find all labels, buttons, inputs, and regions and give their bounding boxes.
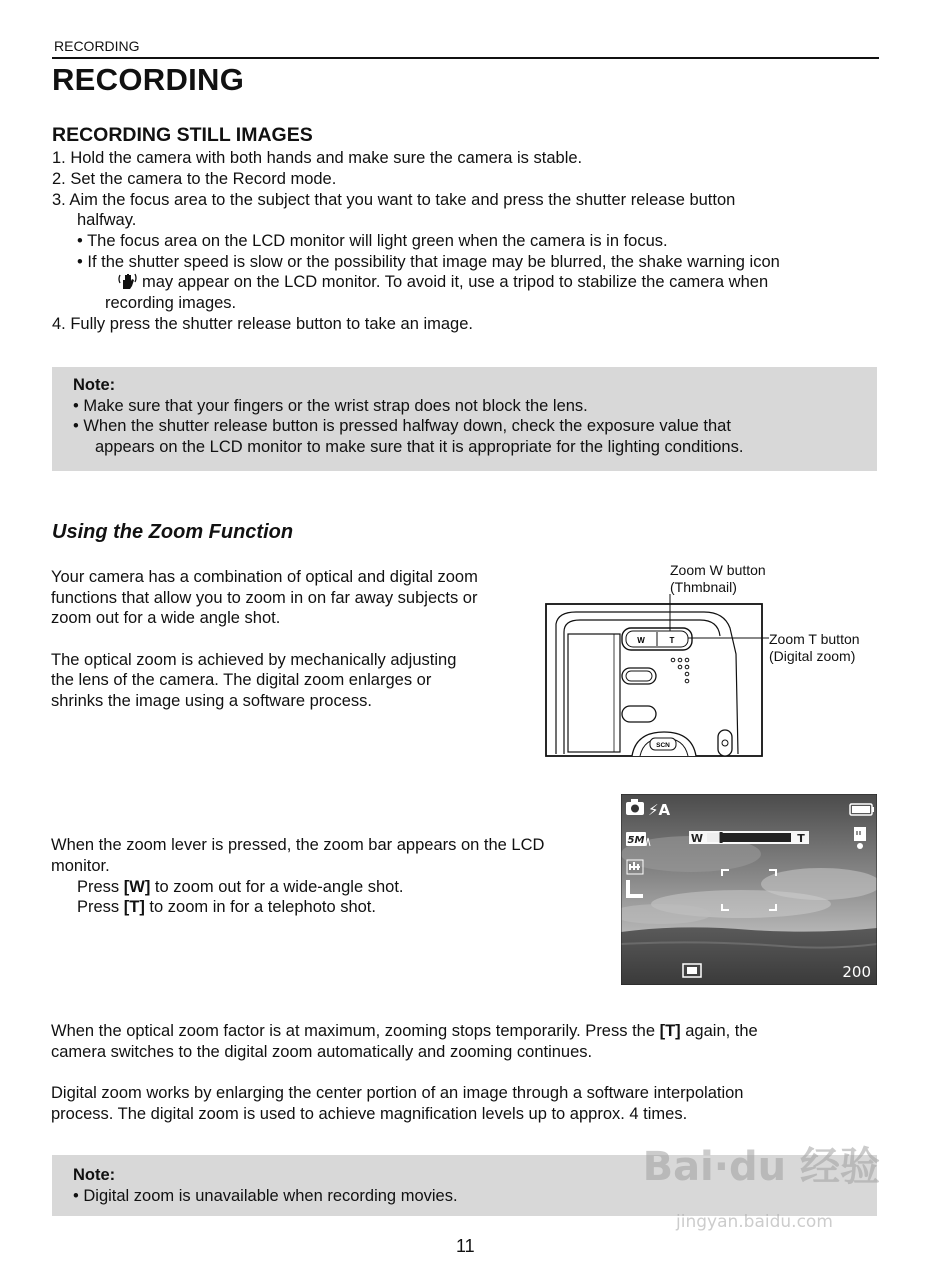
digital-zoom-line: Digital zoom works by enlarging the center portion of an image through a software interpolation	[51, 1084, 744, 1102]
digital-zoom-line: process. The digital zoom is used to achieve magnification levels up to approx. 4 times.	[51, 1105, 688, 1123]
zoom-bar	[689, 831, 809, 845]
bullet-shutter-cont2: recording images.	[105, 294, 237, 312]
press-t-pre: Press	[77, 898, 124, 916]
zoom-bar-para-line: When the zoom lever is pressed, the zoom bar appears on the LCD	[51, 836, 545, 854]
baidu-watermark: Bai·du 经验	[642, 1144, 880, 1190]
callout-zoom-w	[670, 562, 766, 596]
zoom-para-line: shrinks the image using a software process.	[51, 692, 372, 710]
note-line: • When the shutter release button is pressed halfway down, check the exposure value that	[73, 417, 731, 435]
callout-zoom-t-title: Zoom T button	[769, 631, 860, 647]
press-t-line	[77, 897, 376, 918]
camera-back-illustration	[540, 594, 780, 764]
bullet-focus: • The focus area on the LCD monitor will light green when the camera is in focus.	[77, 232, 668, 250]
key-t: [T]	[123, 898, 145, 916]
callout-zoom-t-sub: (Digital zoom)	[769, 648, 856, 664]
flash-auto-indicator: ⚡A	[648, 801, 671, 819]
camera-w-button: W	[637, 636, 645, 645]
callout-zoom-w-sub: (Thmbnail)	[670, 579, 737, 595]
section-heading-zoom: Using the Zoom Function	[52, 521, 294, 543]
zoom-bar-para-line: monitor.	[51, 857, 110, 875]
press-t-post: to zoom in for a telephoto shot.	[144, 898, 376, 916]
lcd-monitor-image	[621, 794, 877, 985]
header-rule	[52, 57, 879, 59]
zoom-para-line: functions that allow you to zoom in on far away subjects or	[51, 589, 478, 607]
press-w-pre: Press	[77, 878, 124, 896]
bullet-shutter-cont: may appear on the LCD monitor. To avoid it, use a tripod to stabilize the camera when	[142, 273, 769, 291]
resolution-label: 5M	[627, 835, 645, 846]
step-4: 4. Fully press the shutter release button to take an image.	[52, 315, 473, 333]
bullet-shutter: • If the shutter speed is slow or the possibility that image may be blurred, the shake warning icon	[77, 253, 780, 271]
note-title: Note:	[73, 1166, 116, 1184]
running-header: RECORDING	[54, 38, 140, 54]
zoom-para-line: the lens of the camera. The digital zoom enlarges or	[51, 671, 432, 689]
optical-max-line	[51, 1021, 758, 1042]
note-box-1	[52, 367, 877, 471]
key-w: [W]	[123, 878, 151, 896]
press-w-line	[77, 877, 403, 898]
note-line: • Make sure that your fingers or the wrist strap does not block the lens.	[73, 397, 588, 415]
page-title: RECORDING	[52, 62, 245, 97]
zoom-para-line: The optical zoom is achieved by mechanically adjusting	[51, 651, 457, 669]
camera-scn-label: SCN	[656, 742, 670, 749]
step-2: 2. Set the camera to the Record mode.	[52, 170, 337, 188]
callout-zoom-t	[769, 631, 860, 665]
zoom-bar-t-label: T	[797, 832, 805, 845]
baidu-watermark-url: jingyan.baidu.com	[676, 1212, 833, 1232]
optical-max-line2: camera switches to the digital zoom automatically and zooming continues.	[51, 1043, 593, 1061]
zoom-bar-w-label: W	[690, 832, 704, 845]
zoom-para-line: zoom out for a wide angle shot.	[51, 609, 281, 627]
optical-max-post: again, the	[680, 1022, 758, 1040]
camera-t-button: T	[669, 636, 675, 645]
section-heading-still: RECORDING STILL IMAGES	[52, 124, 313, 146]
step-3: 3. Aim the focus area to the subject that you want to take and press the shutter release button	[52, 191, 736, 209]
zoom-para-line: Your camera has a combination of optical and digital zoom	[51, 568, 478, 586]
step-1: 1. Hold the camera with both hands and make sure the camera is stable.	[52, 149, 583, 167]
step-3-cont: halfway.	[77, 211, 137, 229]
note-line: appears on the LCD monitor to make sure that it is appropriate for the lighting conditions.	[95, 438, 744, 456]
page-number: 11	[456, 1236, 475, 1256]
key-t-inline: [T]	[659, 1022, 681, 1040]
optical-max-pre: When the optical zoom factor is at maximum, zooming stops temporarily. Press the	[51, 1022, 660, 1040]
press-w-post: to zoom out for a wide-angle shot.	[150, 878, 404, 896]
shots-remaining: 200	[842, 963, 871, 981]
note-line: • Digital zoom is unavailable when recording movies.	[73, 1187, 458, 1205]
callout-zoom-w-title: Zoom W button	[670, 562, 766, 578]
note-title: Note:	[73, 376, 116, 394]
